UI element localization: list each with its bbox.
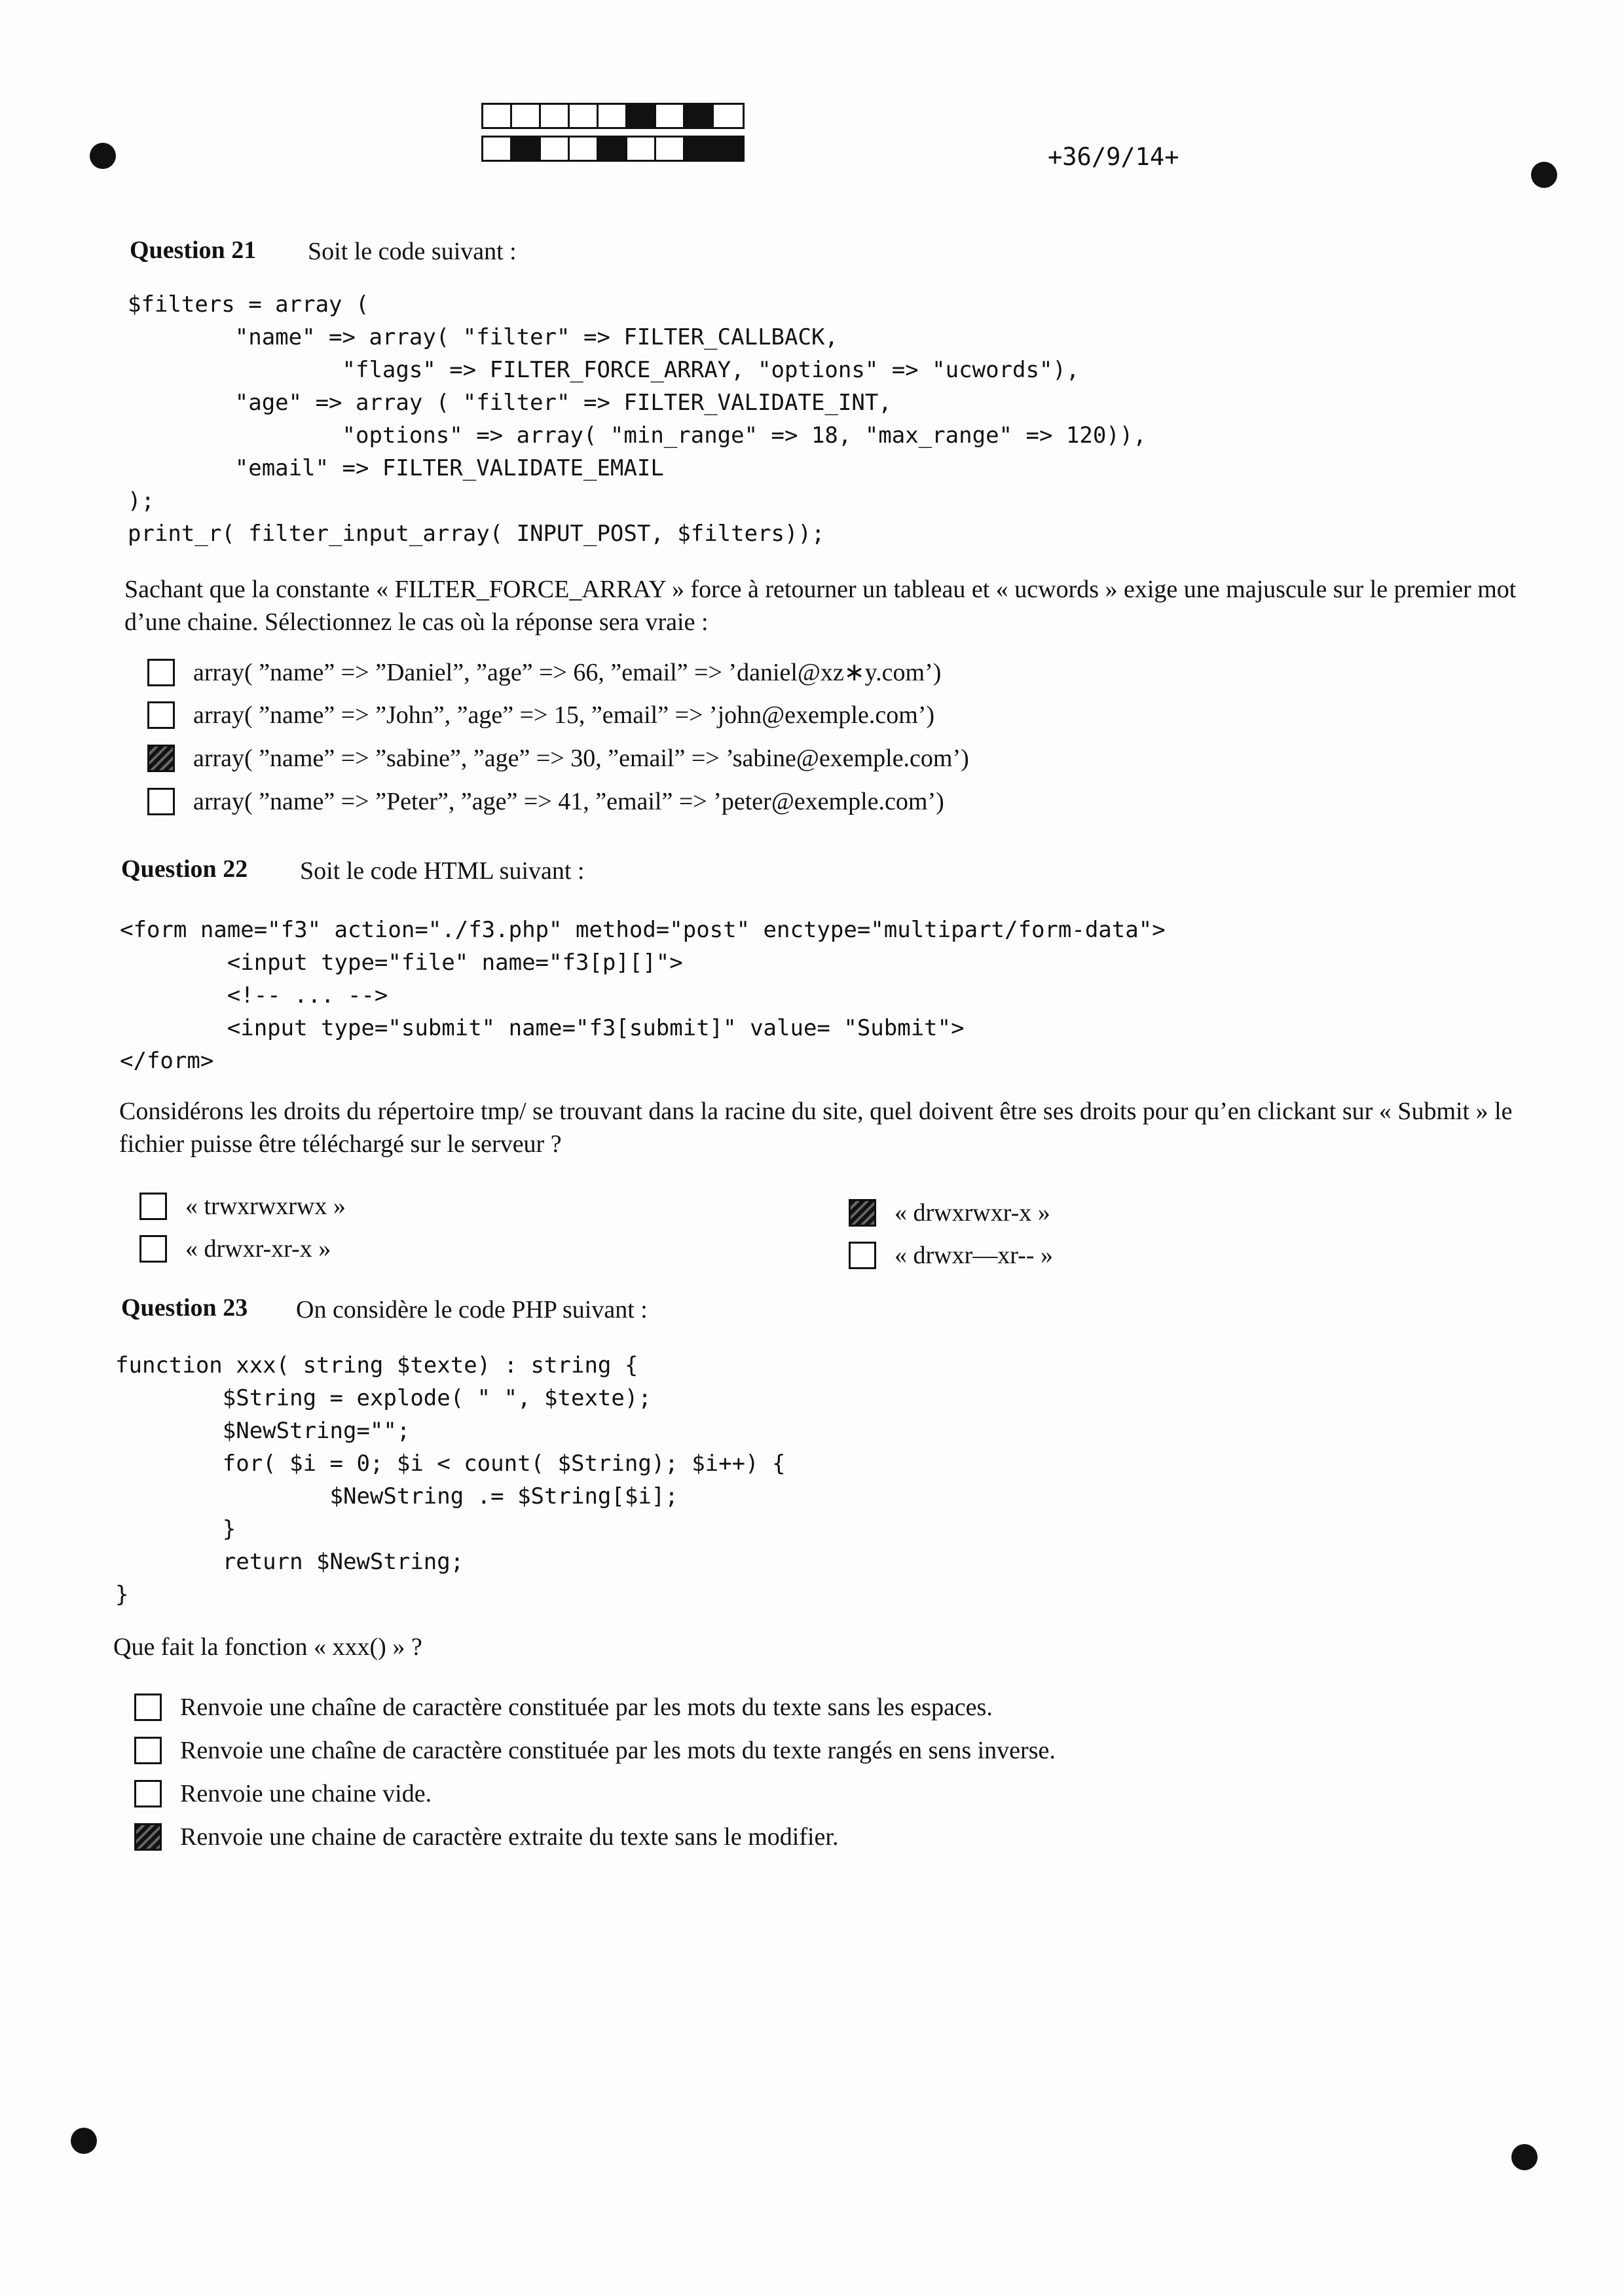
answer-checkbox[interactable] <box>134 1694 162 1721</box>
answer-checkbox[interactable] <box>147 745 175 772</box>
answer-checkbox[interactable] <box>147 701 175 729</box>
question-21-text: Sachant que la constante « FILTER_FORCE_ARRAY » force à retourner un tableau et « ucwords » exige une majuscule sur le premier mot d’une chaine. Sélectionnez le cas où la réponse sera vraie : <box>124 576 1517 636</box>
option-label: « trwxrwxrwx » <box>185 1193 346 1220</box>
registration-mark-bottom-right <box>1511 2144 1538 2170</box>
question-21-title: Question 21 <box>130 236 257 264</box>
registration-mark-top-left <box>90 143 116 169</box>
answer-checkbox[interactable] <box>134 1780 162 1807</box>
question-23-option-4[interactable] <box>134 1823 838 1851</box>
option-label: Renvoie une chaine de caractère extraite du texte sans le modifier. <box>180 1823 839 1851</box>
barcode-row-2-cell <box>627 138 656 160</box>
question-22-title: Question 22 <box>121 855 248 883</box>
barcode-row-2-cell <box>541 138 570 160</box>
answer-checkbox[interactable] <box>849 1199 876 1227</box>
question-23-text: Que fait la fonction « xxx() » ? <box>113 1633 422 1661</box>
question-21-option-3[interactable] <box>147 744 969 773</box>
barcode-row-2-cell <box>656 138 685 160</box>
barcode-row-1-cell <box>483 105 512 127</box>
question-23-lead: On considère le code PHP suivant : <box>296 1296 648 1324</box>
barcode-row-1-cell <box>599 105 627 127</box>
barcode-row-2-cell <box>570 138 599 160</box>
barcode-row-1-cell <box>627 105 656 127</box>
question-21-code: $filters = array ( "name" => array( "filter" => FILTER_CALLBACK, "flags" => FILTER_FORCE_ARRAY, "options" => "ucwords"), "age" => array ( "filter" => FILTER_VALIDATE_INT, "options" => array( "min_range" => 18, "max_range" => 120)), "email" => FILTER_VALIDATE_EMAIL ); print_r( filter_input_array( INPUT_POST, $filters)); <box>128 291 1147 547</box>
barcode-row-2-cell <box>512 138 541 160</box>
option-label: Renvoie une chaîne de caractère constituée par les mots du texte rangés en sens inverse. <box>180 1737 1056 1764</box>
question-22-code: <form name="f3" action="./f3.php" method="post" enctype="multipart/form-data"> <input type="file" name="f3[p][]"> <!-- ... --> <input type="submit" name="f3[submit]" value= "Submit"> </form> <box>120 917 1166 1074</box>
question-22-option-4[interactable] <box>849 1241 1053 1270</box>
question-23-title: Question 23 <box>121 1294 248 1322</box>
barcode-row-1-cell <box>541 105 570 127</box>
option-label: array( ”name” => ”sabine”, ”age” => 30, ”email” => ’sabine@exemple.com’) <box>193 745 969 772</box>
option-label: Renvoie une chaîne de caractère constituée par les mots du texte sans les espaces. <box>180 1694 993 1721</box>
option-label: « drwxr-xr-x » <box>185 1235 331 1263</box>
barcode-row-1-cell <box>512 105 541 127</box>
question-23-option-1[interactable] <box>134 1693 993 1722</box>
option-label: array( ”name” => ”Peter”, ”age” => 41, ”email” => ’peter@exemple.com’) <box>193 788 944 815</box>
option-label: Renvoie une chaine vide. <box>180 1780 432 1807</box>
question-22-option-3[interactable] <box>849 1198 1050 1227</box>
barcode-row-1-cell <box>714 105 743 127</box>
barcode-row-2-cell <box>685 138 714 160</box>
registration-mark-bottom-left <box>71 2128 97 2154</box>
barcode-row-2-cell <box>483 138 512 160</box>
barcode-row-1-cell <box>570 105 599 127</box>
question-22-option-1[interactable] <box>139 1192 346 1221</box>
question-22-option-2[interactable] <box>139 1234 331 1263</box>
question-23-option-3[interactable] <box>134 1779 432 1808</box>
barcode-row-2-cell <box>714 138 743 160</box>
question-21-option-2[interactable] <box>147 701 934 730</box>
barcode-row-1 <box>481 103 745 129</box>
answer-checkbox[interactable] <box>134 1823 162 1851</box>
registration-mark-top-right <box>1531 162 1557 188</box>
answer-checkbox[interactable] <box>147 788 175 815</box>
barcode-row-1-cell <box>656 105 685 127</box>
question-21-option-4[interactable] <box>147 787 944 816</box>
question-22-lead: Soit le code HTML suivant : <box>300 857 585 885</box>
sheet-id: +36/9/14+ <box>1048 143 1179 171</box>
answer-checkbox[interactable] <box>147 659 175 686</box>
answer-checkbox[interactable] <box>139 1193 167 1220</box>
question-23-option-2[interactable] <box>134 1736 1056 1765</box>
answer-checkbox[interactable] <box>139 1235 167 1263</box>
question-21-option-1[interactable] <box>147 657 941 687</box>
option-label: « drwxr—xr-- » <box>895 1242 1053 1269</box>
answer-checkbox[interactable] <box>134 1737 162 1764</box>
question-23-code: function xxx( string $texte) : string { $String = explode( " ", $texte); $NewString=""; for( $i = 0; $i < count( $String); $i++) { $NewString .= $String[$i]; } return $NewString; } <box>115 1352 786 1608</box>
question-21-lead: Soit le code suivant : <box>308 238 517 265</box>
barcode-row-1-cell <box>685 105 714 127</box>
question-22-text: Considérons les droits du répertoire tmp/ se trouvant dans la racine du site, quel doivent être ses droits pour qu’en clickant sur « Submit » le fichier puisse être téléchargé sur le serveur ? <box>119 1098 1513 1158</box>
answer-checkbox[interactable] <box>849 1242 876 1269</box>
option-label: « drwxrwxr-x » <box>895 1199 1050 1227</box>
option-label: array( ”name” => ”Daniel”, ”age” => 66, ”email” => ’daniel@xz∗y.com’) <box>193 659 942 686</box>
barcode-row-2 <box>481 136 745 162</box>
barcode-row-2-cell <box>599 138 627 160</box>
option-label: array( ”name” => ”John”, ”age” => 15, ”email” => ’john@exemple.com’) <box>193 701 935 729</box>
